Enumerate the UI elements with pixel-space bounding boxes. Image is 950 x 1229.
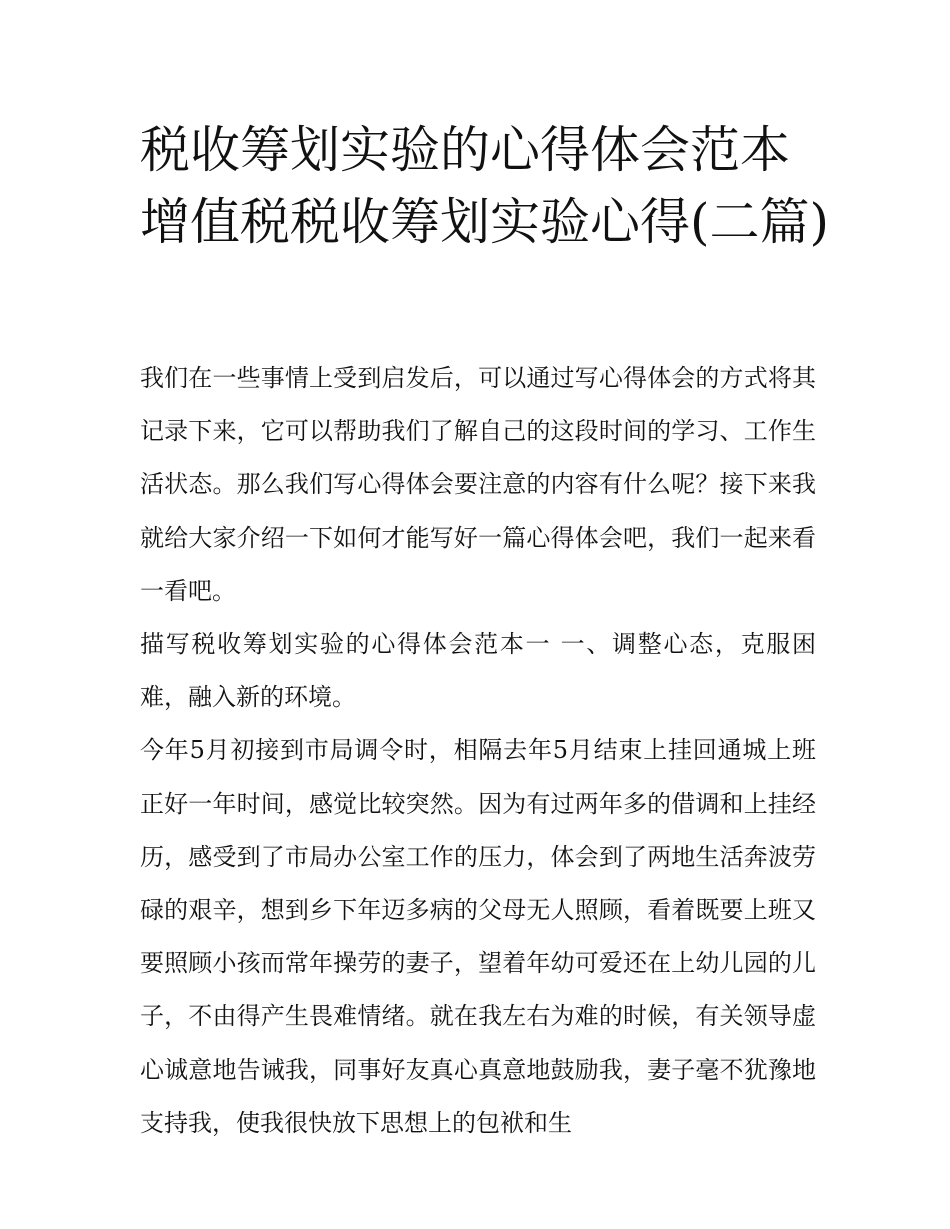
paragraph-intro: 我们在一些事情上受到启发后，可以通过写心得体会的方式将其记录下来，它可以帮助我们了解自己的这段时间的学习、工作生活状态。那么我们写心得体会要注意的内容有什么呢？接下来我就给大家介绍一下如何才能写好一篇心得体会吧，我们一起来看一看吧。 bbox=[140, 364, 816, 605]
document-body bbox=[140, 352, 816, 1150]
paragraph-section-heading: 描写税收筹划实验的心得体会范本一 一、调整心态，克服困难，融入新的环境。 bbox=[140, 630, 816, 712]
document-title: 税收筹划实验的心得体会范本增值税税收筹划实验心得(二篇) bbox=[140, 121, 830, 251]
paragraph-body: 今年5月初接到市局调令时，相隔去年5月结束上挂回通城上班正好一年时间，感觉比较突然。因为有过两年多的借调和上挂经历，感受到了市局办公室工作的压力，体会到了两地生活奔波劳碌的艰辛，想到乡下年迈多病的父母无人照顾，看着既要上班又要照顾小孩而常年操劳的妻子，望着年幼可爱还在上幼儿园的儿子，不由得产生畏难情绪。就在我左右为难的时候，有关领导虚心诚意地告诫我，同事好友真心真意地鼓励我，妻子毫不犹豫地支持我，使我很快放下思想上的包袱和生 bbox=[140, 736, 816, 1137]
